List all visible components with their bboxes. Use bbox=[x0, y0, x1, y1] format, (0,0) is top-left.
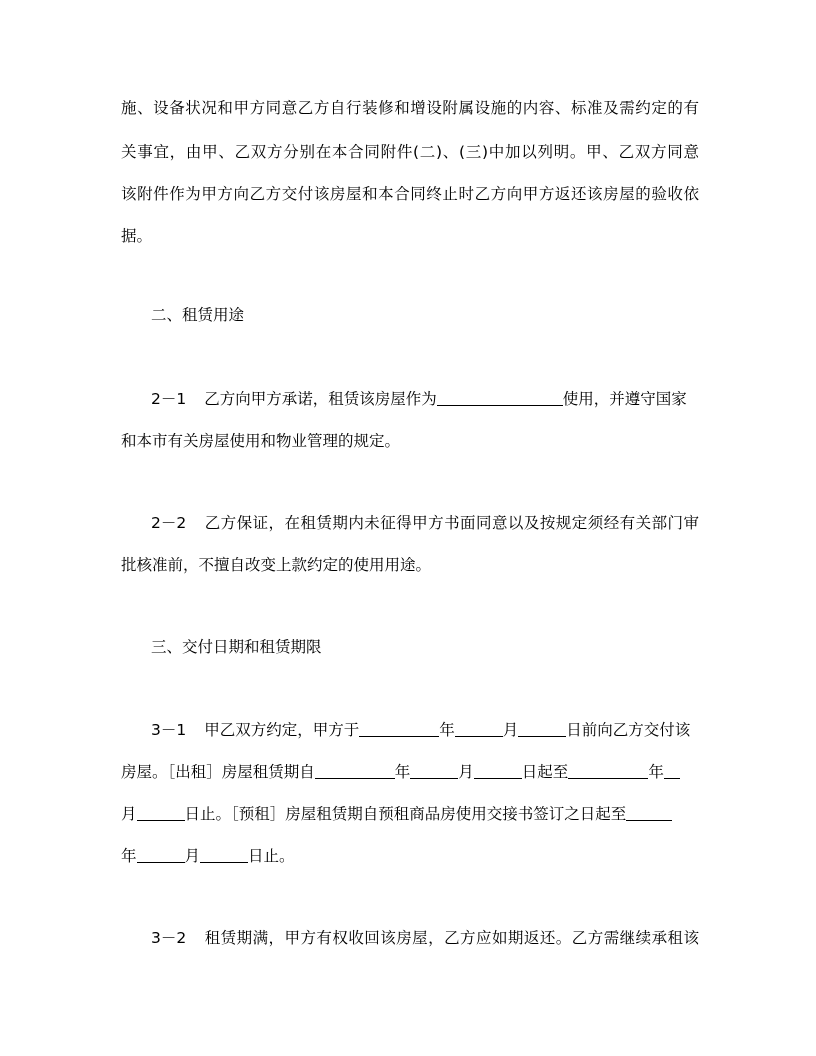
blank-month bbox=[410, 763, 458, 779]
year-label: 年 bbox=[439, 721, 455, 739]
paragraph-line: 据。 bbox=[121, 227, 153, 245]
clause-text: 租赁期满，甲方有权收回该房屋，乙方应如期返还。乙方需继续承租该 bbox=[204, 929, 699, 947]
section-heading-dates: 三、交付日期和租赁期限 bbox=[151, 638, 322, 656]
clause-3-1-line2 bbox=[121, 762, 699, 782]
paragraph-line: 该附件作为甲方向乙方交付该房屋和本合同终止时乙方向甲方返还该房屋的验收依 bbox=[121, 185, 699, 203]
clause-3-1-line4 bbox=[121, 846, 699, 866]
clause-text: 乙方向甲方承诺，租赁该房屋作为 bbox=[204, 390, 437, 408]
clause-2-1 bbox=[151, 389, 699, 409]
clause-number: 3－1 bbox=[151, 721, 187, 739]
blank-month bbox=[455, 721, 503, 737]
clause-number: 3－2 bbox=[151, 929, 187, 947]
month-label: 月 bbox=[184, 847, 201, 865]
clause-text: 日止。［预租］房屋租赁期自预租商品房使用交接书签订之日起至 bbox=[184, 805, 627, 823]
clause-3-1-line3 bbox=[121, 804, 699, 824]
year-label: 年 bbox=[121, 847, 137, 865]
blank-day bbox=[518, 721, 566, 737]
blank-day bbox=[474, 763, 522, 779]
month-label: 月 bbox=[121, 805, 137, 823]
clause-text: 日起至 bbox=[521, 763, 569, 781]
year-label: 年 bbox=[394, 763, 411, 781]
paragraph-line: 和本市有关房屋使用和物业管理的规定。 bbox=[121, 432, 401, 450]
clause-number: 2－2 bbox=[151, 514, 187, 532]
clause-text: 日前向乙方交付该 bbox=[566, 721, 691, 739]
clause-3-1 bbox=[151, 720, 699, 740]
blank-year bbox=[626, 805, 672, 821]
blank-day bbox=[137, 805, 185, 821]
blank-year bbox=[315, 763, 395, 779]
clause-text: 日止。 bbox=[248, 847, 295, 865]
blank-usage bbox=[437, 390, 563, 406]
clause-text: 房屋。［出租］房屋租赁期自 bbox=[121, 763, 315, 781]
clause-2-2 bbox=[151, 513, 699, 533]
blank-month bbox=[664, 763, 680, 779]
blank-year bbox=[568, 763, 648, 779]
section-heading-usage: 二、租赁用途 bbox=[151, 306, 245, 324]
clause-3-2 bbox=[151, 928, 699, 948]
paragraph-line: 关事宜，由甲、乙双方分别在本合同附件(二)、(三)中加以列明。甲、乙双方同意 bbox=[121, 143, 699, 161]
clause-number: 2－1 bbox=[151, 390, 187, 408]
year-label: 年 bbox=[648, 763, 664, 781]
clause-text: 使用，并遵守国家 bbox=[562, 390, 687, 408]
blank-year bbox=[359, 721, 439, 737]
paragraph-line: 施、设备状况和甲方同意乙方自行装修和增设附属设施的内容、标准及需约定的有 bbox=[121, 99, 699, 117]
blank-day bbox=[200, 847, 248, 863]
paragraph-line: 批核准前，不擅自改变上款约定的使用用途。 bbox=[121, 556, 432, 574]
clause-text: 甲乙双方约定，甲方于 bbox=[204, 721, 360, 739]
month-label: 月 bbox=[502, 721, 519, 739]
clause-text: 乙方保证，在租赁期内未征得甲方书面同意以及按规定须经有关部门审 bbox=[204, 514, 699, 532]
blank-month bbox=[137, 847, 185, 863]
month-label: 月 bbox=[458, 763, 474, 781]
